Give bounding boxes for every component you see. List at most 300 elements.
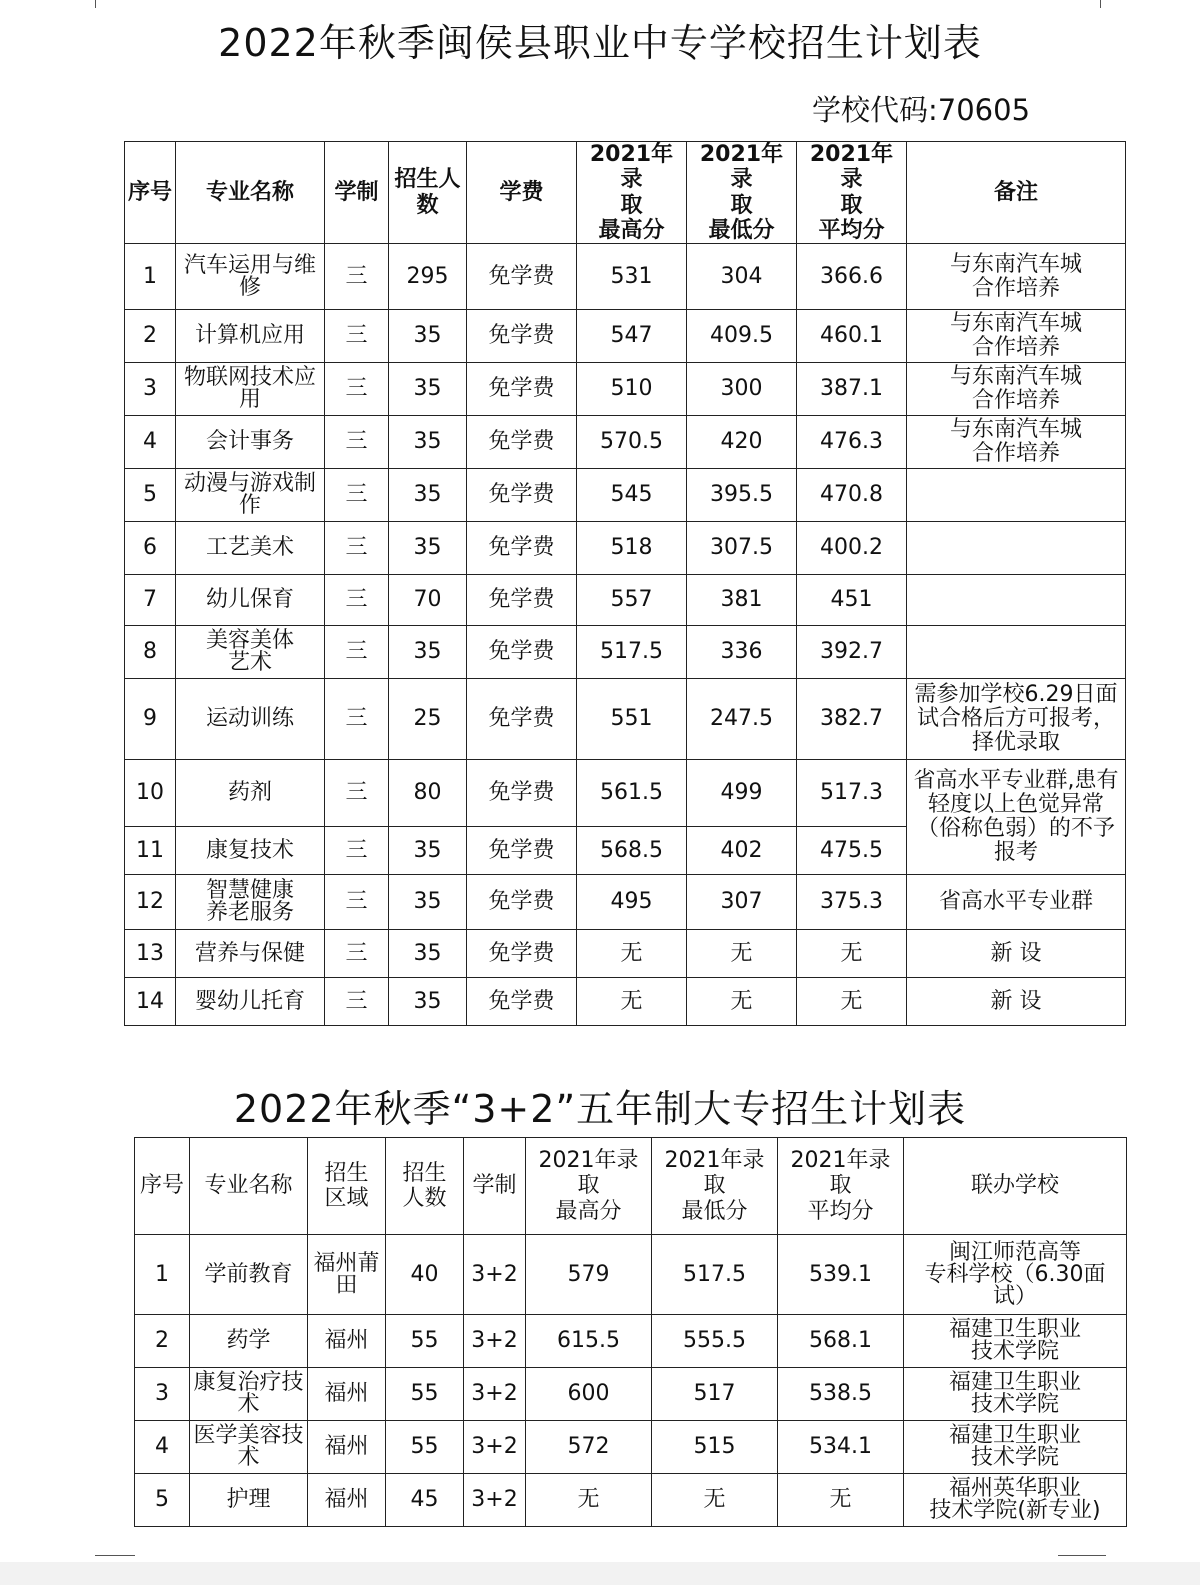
text-line: 需参加学校6.29日面 (914, 681, 1118, 707)
row-min-score: 无 (652, 1474, 778, 1527)
row-max-score: 517.5 (577, 626, 687, 679)
text-line: 药学 (226, 1328, 271, 1353)
table-row (135, 1235, 1127, 1315)
row-count: 35 (389, 978, 467, 1026)
row-note (907, 875, 1126, 930)
row-min-score: 307.5 (687, 522, 797, 575)
row-system: 三 (325, 416, 389, 469)
row-min-score: 336 (687, 626, 797, 679)
row-min-score: 555.5 (652, 1315, 778, 1368)
text-line: 福州 (324, 1381, 369, 1406)
row-fee: 免学费 (467, 679, 577, 760)
table-row (125, 626, 1126, 679)
text-line: 汽车运用与维 (183, 252, 316, 278)
row-fee: 免学费 (467, 626, 577, 679)
row-count: 55 (386, 1368, 464, 1421)
row-system: 三 (325, 310, 389, 363)
text-line: 福建卫生职业 (948, 1317, 1081, 1342)
text-line: 新 设 (990, 988, 1042, 1014)
row-no: 12 (125, 875, 176, 930)
row-no: 14 (125, 978, 176, 1026)
row-fee: 免学费 (467, 416, 577, 469)
table1-header-row (125, 142, 1126, 244)
text-line: 轻度以上色觉异常 (927, 792, 1104, 817)
row-system: 三 (325, 469, 389, 522)
row-count: 35 (389, 626, 467, 679)
text-line: 合作培养 (971, 441, 1060, 467)
row-note (907, 679, 1126, 760)
row-avg-score: 539.1 (778, 1235, 904, 1315)
header-avg-score (778, 1138, 904, 1235)
row-max-score: 无 (577, 978, 687, 1026)
row-system: 3+2 (464, 1421, 526, 1474)
row-max-score: 518 (577, 522, 687, 575)
table-row (135, 1315, 1127, 1368)
row-system: 三 (325, 679, 389, 760)
row-partner-school (904, 1368, 1127, 1421)
row-max-score: 615.5 (526, 1315, 652, 1368)
row-partner-school (904, 1474, 1127, 1527)
header-note: 备注 (907, 142, 1126, 244)
header-system: 学制 (325, 142, 389, 244)
header-count (389, 142, 467, 244)
row-avg-score: 无 (797, 930, 907, 978)
second-title: 2022年秋季“3+2”五年制大专招生计划表 (233, 1087, 967, 1131)
text-line: 与东南汽车城 (949, 417, 1082, 442)
text-line: 择优录取 (971, 730, 1060, 756)
row-note (907, 575, 1126, 626)
row-min-score: 517 (652, 1368, 778, 1421)
row-avg-score: 517.3 (797, 760, 907, 827)
text-line: 福州莆 (313, 1250, 380, 1276)
text-line: 会计事务 (205, 429, 294, 455)
text-line: 康复治疗技 (193, 1370, 304, 1395)
row-avg-score: 400.2 (797, 522, 907, 575)
row-note (907, 626, 1126, 679)
row-avg-score: 460.1 (797, 310, 907, 363)
table2-header-row (135, 1138, 1127, 1235)
table-row (125, 416, 1126, 469)
text-line: 合作培养 (971, 335, 1060, 361)
table-row (125, 244, 1126, 310)
row-note (907, 244, 1126, 310)
row-fee: 免学费 (467, 760, 577, 827)
text-line: 招生 (324, 1160, 369, 1186)
row-max-score: 557 (577, 575, 687, 626)
table-row (125, 930, 1126, 978)
text-line: 作 (238, 493, 261, 519)
header-region (308, 1138, 386, 1235)
row-no: 13 (125, 930, 176, 978)
row-max-score: 495 (577, 875, 687, 930)
row-system: 三 (325, 363, 389, 416)
header-count (386, 1138, 464, 1235)
text-line: 2021年录 (809, 142, 894, 193)
text-line: 工艺美术 (205, 535, 294, 561)
text-line: 康复技术 (205, 837, 294, 863)
row-count: 25 (389, 679, 467, 760)
row-min-score: 304 (687, 244, 797, 310)
row-note (907, 760, 1126, 875)
text-line: 专科学校（6.30面 (924, 1261, 1106, 1287)
row-count: 35 (389, 310, 467, 363)
row-system: 三 (325, 244, 389, 310)
text-line: 福州 (324, 1487, 369, 1512)
row-count: 35 (389, 827, 467, 875)
table-row (125, 875, 1126, 930)
row-min-score: 409.5 (687, 310, 797, 363)
row-count: 45 (386, 1474, 464, 1527)
text-line: 取 (840, 192, 863, 218)
row-major-name (190, 1474, 308, 1527)
row-count: 35 (389, 930, 467, 978)
text-line: 动漫与游戏制 (183, 471, 316, 497)
row-count: 35 (389, 875, 467, 930)
text-line: 与东南汽车城 (949, 311, 1082, 336)
text-line: 试） (992, 1283, 1037, 1309)
row-region (308, 1421, 386, 1474)
text-line: 福州 (324, 1328, 369, 1353)
text-line: 与东南汽车城 (949, 251, 1082, 277)
row-avg-score: 无 (797, 978, 907, 1026)
row-partner-school (904, 1235, 1127, 1315)
row-note (907, 978, 1126, 1026)
header-min-score (687, 142, 797, 244)
row-min-score: 无 (687, 930, 797, 978)
row-major-name (176, 679, 325, 760)
row-fee: 免学费 (467, 469, 577, 522)
row-count: 35 (389, 416, 467, 469)
row-major-name (176, 310, 325, 363)
row-no: 4 (135, 1421, 190, 1474)
table-row (135, 1368, 1127, 1421)
row-min-score: 499 (687, 760, 797, 827)
row-count: 55 (386, 1421, 464, 1474)
row-no: 7 (125, 575, 176, 626)
row-major-name (176, 469, 325, 522)
text-line: 招生人 (394, 167, 461, 193)
table-row (125, 469, 1126, 522)
row-major-name (176, 575, 325, 626)
row-no: 9 (125, 679, 176, 760)
row-count: 35 (389, 469, 467, 522)
table-row (125, 978, 1126, 1026)
row-avg-score: 382.7 (797, 679, 907, 760)
row-major-name (190, 1235, 308, 1315)
text-line: 技术学院 (970, 1339, 1059, 1364)
row-fee: 免学费 (467, 978, 577, 1026)
row-fee: 免学费 (467, 244, 577, 310)
row-major-name (190, 1315, 308, 1368)
row-no: 11 (125, 827, 176, 875)
text-line: 婴幼儿托育 (194, 988, 305, 1014)
text-line: 运动训练 (205, 706, 294, 732)
text-line: 2021年录取 (664, 1148, 765, 1199)
row-min-score: 307 (687, 875, 797, 930)
row-max-score: 561.5 (577, 760, 687, 827)
text-line: 省高水平专业群 (938, 889, 1093, 915)
row-region (308, 1368, 386, 1421)
row-major-name (176, 416, 325, 469)
row-system: 三 (325, 827, 389, 875)
page-edge-mark-bottom-right (1058, 1555, 1106, 1556)
row-min-score: 517.5 (652, 1235, 778, 1315)
table-row (125, 679, 1126, 760)
row-no: 2 (125, 310, 176, 363)
text-line: 术 (237, 1392, 260, 1417)
row-major-name (176, 930, 325, 978)
row-region (308, 1315, 386, 1368)
header-fee: 学费 (467, 142, 577, 244)
page-edge-mark-right (1100, 0, 1101, 8)
row-avg-score: 534.1 (778, 1421, 904, 1474)
text-line: 2021年录取 (538, 1148, 639, 1199)
text-line: 数 (416, 192, 439, 218)
school-code: 学校代码:70605 (812, 93, 1031, 127)
text-line: 医学美容技 (193, 1423, 304, 1448)
row-min-score: 300 (687, 363, 797, 416)
row-avg-score: 538.5 (778, 1368, 904, 1421)
header-max-score (577, 142, 687, 244)
row-note (907, 469, 1126, 522)
row-max-score: 568.5 (577, 827, 687, 875)
row-note (907, 416, 1126, 469)
row-max-score: 570.5 (577, 416, 687, 469)
enrollment-plan-table (124, 141, 1126, 1026)
row-avg-score: 476.3 (797, 416, 907, 469)
text-line: 合作培养 (971, 388, 1060, 414)
text-line: 新 设 (990, 940, 1042, 966)
header-major: 专业名称 (176, 142, 325, 244)
row-fee: 免学费 (467, 875, 577, 930)
main-title: 2022年秋季闽侯县职业中专学校招生计划表 (218, 21, 982, 65)
row-max-score: 600 (526, 1368, 652, 1421)
table-row (135, 1474, 1127, 1527)
text-line: 幼儿保育 (205, 587, 294, 613)
row-no: 3 (125, 363, 176, 416)
text-line: 2021年录取 (790, 1148, 891, 1199)
row-no: 1 (125, 244, 176, 310)
header-no: 序号 (125, 142, 176, 244)
text-line: 平均分 (818, 217, 885, 243)
text-line: 与东南汽车城 (949, 364, 1082, 389)
row-avg-score: 392.7 (797, 626, 907, 679)
text-line: 2021年录 (699, 142, 784, 193)
text-line: 艺术 (227, 650, 272, 676)
row-count: 80 (389, 760, 467, 827)
text-line: 省高水平专业群,患有 (913, 767, 1119, 793)
row-count: 35 (389, 522, 467, 575)
row-max-score: 551 (577, 679, 687, 760)
header-avg-score (797, 142, 907, 244)
row-max-score: 545 (577, 469, 687, 522)
row-avg-score: 470.8 (797, 469, 907, 522)
row-no: 4 (125, 416, 176, 469)
header-system: 学制 (464, 1138, 526, 1235)
text-line: 报考 (993, 840, 1038, 866)
row-avg-score: 451 (797, 575, 907, 626)
row-avg-score: 568.1 (778, 1315, 904, 1368)
text-line: 福建卫生职业 (948, 1370, 1081, 1395)
row-count: 35 (389, 363, 467, 416)
row-system: 三 (325, 522, 389, 575)
row-no: 1 (135, 1235, 190, 1315)
text-line: 最高分 (555, 1198, 622, 1224)
text-line: 福州 (324, 1434, 369, 1459)
row-major-name (176, 244, 325, 310)
row-system: 三 (325, 875, 389, 930)
row-count: 70 (389, 575, 467, 626)
row-count: 40 (386, 1235, 464, 1315)
text-line: 术 (237, 1445, 260, 1470)
row-min-score: 402 (687, 827, 797, 875)
text-line: 田 (335, 1272, 358, 1298)
row-region (308, 1474, 386, 1527)
row-note (907, 930, 1126, 978)
text-line: 闽江师范高等 (948, 1239, 1081, 1265)
text-line: 招生 (402, 1160, 447, 1186)
row-major-name (176, 875, 325, 930)
text-line: 平均分 (807, 1198, 874, 1224)
row-system: 三 (325, 930, 389, 978)
five-year-college-plan-table (134, 1137, 1127, 1527)
row-no: 3 (135, 1368, 190, 1421)
row-major-name (176, 363, 325, 416)
row-no: 6 (125, 522, 176, 575)
row-no: 2 (135, 1315, 190, 1368)
table-row (125, 310, 1126, 363)
header-major: 专业名称 (190, 1138, 308, 1235)
text-line: 试合格后方可报考， (916, 706, 1115, 732)
text-line: 技术学院(新专业) (929, 1498, 1101, 1523)
row-major-name (176, 626, 325, 679)
text-line: （俗称色弱）的不予 (916, 816, 1115, 842)
row-min-score: 247.5 (687, 679, 797, 760)
row-max-score: 572 (526, 1421, 652, 1474)
row-max-score: 无 (526, 1474, 652, 1527)
row-no: 8 (125, 626, 176, 679)
row-note (907, 363, 1126, 416)
row-min-score: 515 (652, 1421, 778, 1474)
text-line: 合作培养 (971, 275, 1060, 301)
row-max-score: 510 (577, 363, 687, 416)
header-no: 序号 (135, 1138, 190, 1235)
row-major-name (176, 978, 325, 1026)
row-system: 3+2 (464, 1235, 526, 1315)
row-no: 5 (135, 1474, 190, 1527)
header-max-score (526, 1138, 652, 1235)
row-system: 3+2 (464, 1368, 526, 1421)
text-line: 计算机应用 (194, 323, 305, 349)
row-count: 295 (389, 244, 467, 310)
row-min-score: 无 (687, 978, 797, 1026)
header-partner-school: 联办学校 (904, 1138, 1127, 1235)
text-line: 智慧健康 (205, 878, 294, 904)
row-fee: 免学费 (467, 310, 577, 363)
text-line: 用 (238, 387, 261, 413)
text-line: 福州英华职业 (948, 1476, 1081, 1501)
row-max-score: 579 (526, 1235, 652, 1315)
row-no: 5 (125, 469, 176, 522)
row-major-name (190, 1421, 308, 1474)
row-avg-score: 387.1 (797, 363, 907, 416)
row-system: 三 (325, 575, 389, 626)
text-line: 最低分 (708, 217, 775, 243)
text-line: 最低分 (681, 1198, 748, 1224)
row-fee: 免学费 (467, 363, 577, 416)
page-edge-mark-left (95, 0, 96, 8)
row-fee: 免学费 (467, 827, 577, 875)
row-system: 三 (325, 760, 389, 827)
text-line: 2021年录 (589, 142, 674, 193)
row-count: 55 (386, 1315, 464, 1368)
row-avg-score: 375.3 (797, 875, 907, 930)
text-line: 营养与保健 (194, 940, 305, 966)
row-min-score: 420 (687, 416, 797, 469)
text-line: 护理 (226, 1487, 271, 1512)
text-line: 技术学院 (970, 1445, 1059, 1470)
row-max-score: 531 (577, 244, 687, 310)
row-note (907, 310, 1126, 363)
row-fee: 免学费 (467, 930, 577, 978)
text-line: 技术学院 (970, 1392, 1059, 1417)
table-row (125, 575, 1126, 626)
row-partner-school (904, 1421, 1127, 1474)
row-major-name (176, 827, 325, 875)
row-min-score: 395.5 (687, 469, 797, 522)
row-system: 三 (325, 978, 389, 1026)
row-region (308, 1235, 386, 1315)
row-avg-score: 无 (778, 1474, 904, 1527)
text-line: 美容美体 (205, 628, 294, 654)
row-note (907, 522, 1126, 575)
table-row (125, 363, 1126, 416)
table-row (125, 760, 1126, 827)
row-system: 3+2 (464, 1474, 526, 1527)
text-line: 药剂 (227, 780, 272, 806)
bottom-band (0, 1562, 1200, 1585)
text-line: 取 (620, 192, 643, 218)
row-avg-score: 366.6 (797, 244, 907, 310)
text-line: 区域 (324, 1186, 369, 1211)
row-avg-score: 475.5 (797, 827, 907, 875)
row-major-name (176, 760, 325, 827)
row-major-name (176, 522, 325, 575)
row-fee: 免学费 (467, 575, 577, 626)
row-major-name (190, 1368, 308, 1421)
text-line: 取 (730, 192, 753, 218)
table-row (125, 522, 1126, 575)
text-line: 养老服务 (205, 900, 294, 926)
text-line: 修 (238, 274, 261, 300)
header-min-score (652, 1138, 778, 1235)
text-line: 人数 (402, 1186, 447, 1211)
table-row (135, 1421, 1127, 1474)
row-system: 三 (325, 626, 389, 679)
text-line: 最高分 (598, 217, 665, 243)
row-max-score: 547 (577, 310, 687, 363)
row-no: 10 (125, 760, 176, 827)
text-line: 福建卫生职业 (948, 1423, 1081, 1448)
text-line: 学前教育 (204, 1261, 293, 1287)
row-min-score: 381 (687, 575, 797, 626)
row-partner-school (904, 1315, 1127, 1368)
row-max-score: 无 (577, 930, 687, 978)
row-system: 3+2 (464, 1315, 526, 1368)
page-edge-mark-bottom-left (95, 1555, 135, 1556)
text-line: 物联网技术应 (183, 365, 316, 391)
row-fee: 免学费 (467, 522, 577, 575)
